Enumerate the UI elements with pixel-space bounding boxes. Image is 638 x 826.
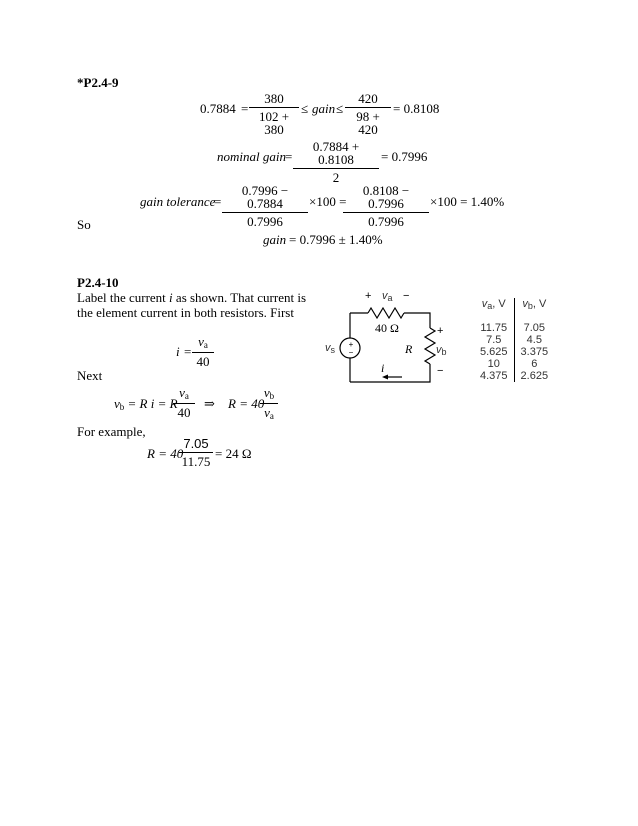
fraction-numerator: 380: [249, 92, 299, 108]
fraction-numerator: 7.05: [179, 437, 213, 453]
tolerance-fraction-high: [343, 184, 429, 228]
upper-gain-fraction: [345, 92, 391, 136]
va-plus-label: +: [365, 290, 372, 302]
voltage-symbol: v: [198, 334, 204, 349]
equation-middle: = R i = R: [124, 396, 178, 411]
fraction-denominator: 11.75: [181, 454, 211, 469]
table-cell-va: 4.375: [474, 370, 514, 382]
table-cell-vb: 6: [531, 358, 538, 370]
voltage-symbol: v: [522, 298, 528, 310]
current-label: i: [381, 361, 385, 375]
fraction-numerator: [173, 386, 195, 404]
va-label: [382, 291, 393, 303]
resistor-40-label: 40 Ω: [375, 321, 399, 335]
voltage-symbol: v: [264, 405, 270, 420]
table-header-row: [474, 298, 554, 318]
table-row: [474, 358, 554, 370]
r-label: R: [405, 342, 413, 356]
problem-heading-p2-4-9: *P2.4-9: [77, 75, 119, 90]
equals-sign: =: [285, 149, 293, 164]
subscript: b: [527, 301, 533, 311]
table-cell-va: 5.625: [474, 346, 514, 358]
source-plus-sign: +: [348, 340, 354, 349]
so-text: So: [77, 217, 91, 232]
unit-text: , V: [492, 298, 506, 310]
problem-text-line1: [77, 291, 306, 304]
r-example-lhs: R = 40: [147, 446, 184, 461]
fraction-numerator: 420: [345, 92, 391, 108]
multiply-100-text: ×100 =: [309, 194, 347, 209]
fraction-denominator: 0.7996: [368, 214, 404, 229]
table-row: [474, 346, 554, 358]
gain-tolerance-label: gain tolerance: [140, 194, 216, 209]
fraction-denominator: 40: [196, 354, 210, 369]
table-row: [474, 318, 554, 334]
right-wire: [350, 361, 430, 382]
resistor-40-ohm: [368, 308, 404, 318]
vb-fraction: [173, 386, 195, 419]
voltage-symbol: v: [114, 396, 120, 411]
resistor-r: [425, 328, 435, 364]
vb-lhs: [114, 397, 178, 412]
table-row: [474, 370, 554, 382]
gain-result: = 0.7996 ± 1.40%: [289, 232, 383, 247]
fraction-numerator: [192, 335, 214, 353]
vb-minus-label: −: [437, 365, 444, 377]
subscript: a: [487, 301, 493, 311]
table-cell-vb: 2.625: [520, 370, 549, 382]
table-cell-va: 7.5: [474, 334, 514, 346]
fraction-numerator: [260, 386, 278, 404]
subscript: b: [119, 402, 125, 412]
voltage-symbol: v: [263, 385, 270, 400]
fraction-numerator: 0.8108 − 0.7996: [343, 184, 429, 213]
current-fraction: [192, 335, 214, 368]
less-equal-sign: ≤: [301, 101, 309, 116]
tolerance-result: ×100 = 1.40%: [430, 194, 505, 209]
subscript: a: [269, 411, 274, 421]
fraction-denominator: 98 + 420: [356, 109, 380, 137]
fraction-numerator: 0.7884 + 0.8108: [293, 140, 379, 169]
equals-sign: =: [184, 344, 192, 359]
fraction-denominator: 102 + 380: [258, 109, 290, 137]
text-segment: Label the current: [77, 290, 170, 305]
voltage-table: [474, 298, 554, 382]
subscript: a: [203, 340, 208, 350]
voltage-symbol: v: [382, 290, 388, 302]
current-variable: i: [169, 290, 173, 305]
column-header-vb: [514, 298, 554, 318]
table-cell-vb: 3.375: [520, 346, 549, 358]
next-text: Next: [77, 368, 103, 383]
table-row: [474, 334, 554, 346]
r-example-result: = 24 Ω: [215, 446, 252, 461]
text-segment: as shown. That current is: [172, 290, 307, 305]
table-cell-va: 10: [474, 358, 514, 370]
vs-label: [325, 343, 335, 355]
current-variable: i: [176, 344, 180, 359]
source-minus-sign: −: [348, 348, 354, 357]
table-cell-vb: 7.05: [523, 322, 545, 334]
r-equation-lhs: R = 40: [228, 396, 265, 411]
subscript: s: [330, 345, 335, 355]
upper-gain-value: = 0.8108: [393, 101, 440, 116]
subscript: b: [441, 347, 447, 357]
table-cell-va: 11.75: [474, 318, 514, 334]
problem-heading-p2-4-10: P2.4-10: [77, 275, 119, 290]
circuit-diagram: [320, 285, 470, 390]
column-header-va: [474, 298, 514, 318]
fraction-denominator: 0.7996: [247, 214, 283, 229]
top-wire: [404, 313, 430, 328]
lower-gain-fraction: [249, 92, 299, 136]
gain-variable: gain: [312, 101, 336, 116]
arrow-head-icon: [382, 375, 388, 380]
lower-gain-value: 0.7884: [200, 101, 236, 116]
tolerance-fraction-low: [222, 184, 308, 228]
equals-sign: =: [214, 194, 222, 209]
r-example-fraction: [179, 437, 213, 468]
voltage-symbol: v: [325, 342, 331, 354]
equals-sign: =: [241, 101, 249, 116]
subscript: a: [184, 391, 189, 401]
problem-text-line2: the element current in both resistors. First: [77, 305, 294, 320]
fraction-denominator: 2: [332, 170, 340, 185]
subscript: a: [387, 293, 393, 303]
nominal-gain-result: = 0.7996: [381, 149, 428, 164]
vb-label: [436, 345, 447, 357]
unit-text: , V: [532, 298, 547, 310]
gain-variable: gain: [263, 232, 287, 247]
voltage-symbol: v: [179, 385, 185, 400]
less-equal-sign: ≤: [336, 101, 344, 116]
r-fraction: [260, 386, 278, 421]
subscript: b: [269, 391, 275, 401]
va-minus-label: −: [403, 290, 410, 302]
voltage-symbol: v: [481, 298, 488, 310]
table-cell-vb: 4.5: [526, 334, 542, 346]
vb-plus-label: +: [437, 325, 444, 337]
for-example-text: For example,: [77, 424, 146, 439]
fraction-denominator: [260, 404, 278, 421]
voltage-symbol: v: [436, 344, 442, 356]
implies-arrow: ⇒: [204, 396, 215, 411]
nominal-gain-fraction: [293, 140, 379, 184]
fraction-numerator: 0.7996 − 0.7884: [222, 184, 308, 213]
nominal-gain-label: nominal gain: [217, 149, 286, 164]
fraction-denominator: 40: [177, 405, 191, 420]
